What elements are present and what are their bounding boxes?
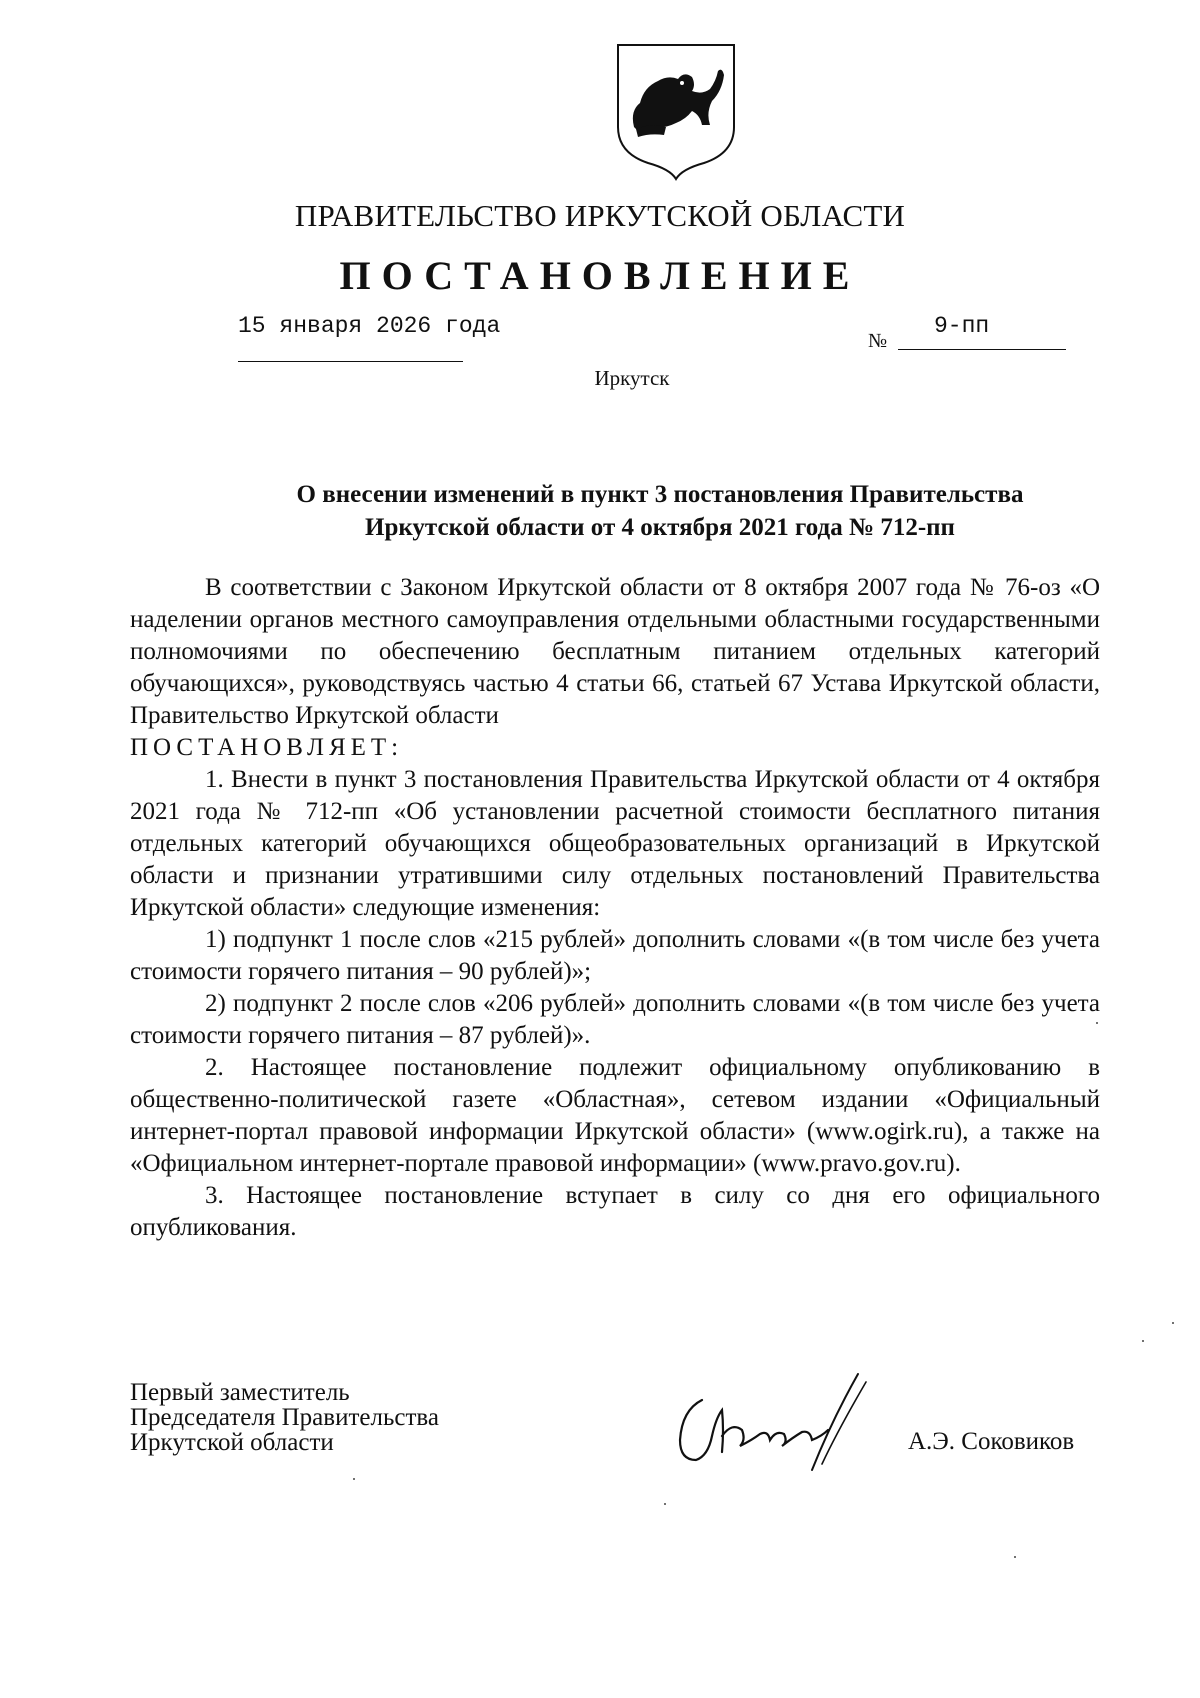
item-1-subitem-1: 1) подпункт 1 после слов «215 рублей» дополнить словами «(в том числе без учета стоимости горячего питания – 90 рублей)»; [130,926,1100,985]
document-subject [220,478,1100,544]
document-date: 15 января 2026 года [238,313,501,339]
city-name: Иркутск [594,366,670,390]
item-1-paragraph: 1. Внести в пункт 3 постановления Правительства Иркутской области от 4 октября 2021 года № 712-пп «Об установлении расчетной стоимости бесплатного питания отдельных категорий обучающихся общеобразовательных организаций в Иркутской области и признании утратившими силу отдельных постановлений Правительства Иркутской области» следующие изменения: [130,766,1100,921]
handwritten-signature [662,1360,892,1490]
scan-speck [1142,1340,1144,1342]
item-3-paragraph: 3. Настоящее постановление вступает в силу со дня его официального опубликования. [130,1182,1100,1241]
position-line-2: Председателя Правительства [130,1404,439,1431]
scan-speck [1172,1322,1174,1324]
item-2-paragraph: 2. Настоящее постановление подлежит официальному опубликованию в общественно-политической газете «Областная», сетевом издании «Официальный интернет-портал правовой информации Иркутской области» (www.ogirk.ru), а также на «Официальном интернет-портале правовой информации» (www.pravo.gov.ru). [130,1054,1100,1177]
decrees-word: ПОСТАНОВЛЯЕТ: [130,734,404,761]
coat-of-arms-icon [606,41,746,181]
number-sign: № [868,330,888,352]
document-type-title: ПОСТАНОВЛЕНИЕ [339,253,861,298]
position-line-3: Иркутской области [130,1429,334,1456]
subject-line-2: Иркутской области от 4 октября 2021 года № 712-пп [365,514,955,541]
scan-speck [664,1503,666,1505]
document-body [130,572,1100,1244]
signatory-position [130,1380,439,1455]
position-line-1: Первый заместитель [130,1379,350,1406]
item-1-subitem-2: 2) подпункт 2 после слов «206 рублей» дополнить словами «(в том числе без учета стоимости горячего питания – 87 рублей)». [130,990,1100,1049]
scan-speck [353,1478,355,1480]
scan-speck [1014,1556,1016,1558]
document-number: 9-пп [934,313,990,339]
government-name: ПРАВИТЕЛЬСТВО ИРКУТСКОЙ ОБЛАСТИ [294,198,906,233]
subject-line-1: О внесении изменений в пункт 3 постановления Правительства [296,481,1024,508]
preamble-paragraph: В соответствии с Законом Иркутской области от 8 октября 2007 года № 76-оз «О наделении органов местного самоуправления отдельными областными государственными полномочиями по обеспечению бесплатным питанием отдельных категорий обучающихся», руководствуясь частью 4 статьи 66, статьей 67 Устава Иркутской области, Правительство Иркутской области [130,574,1100,729]
scan-speck [1096,1022,1098,1024]
signatory-name: А.Э. Соковиков [908,1428,1075,1455]
number-underline [898,349,1066,350]
date-underline [238,361,463,362]
